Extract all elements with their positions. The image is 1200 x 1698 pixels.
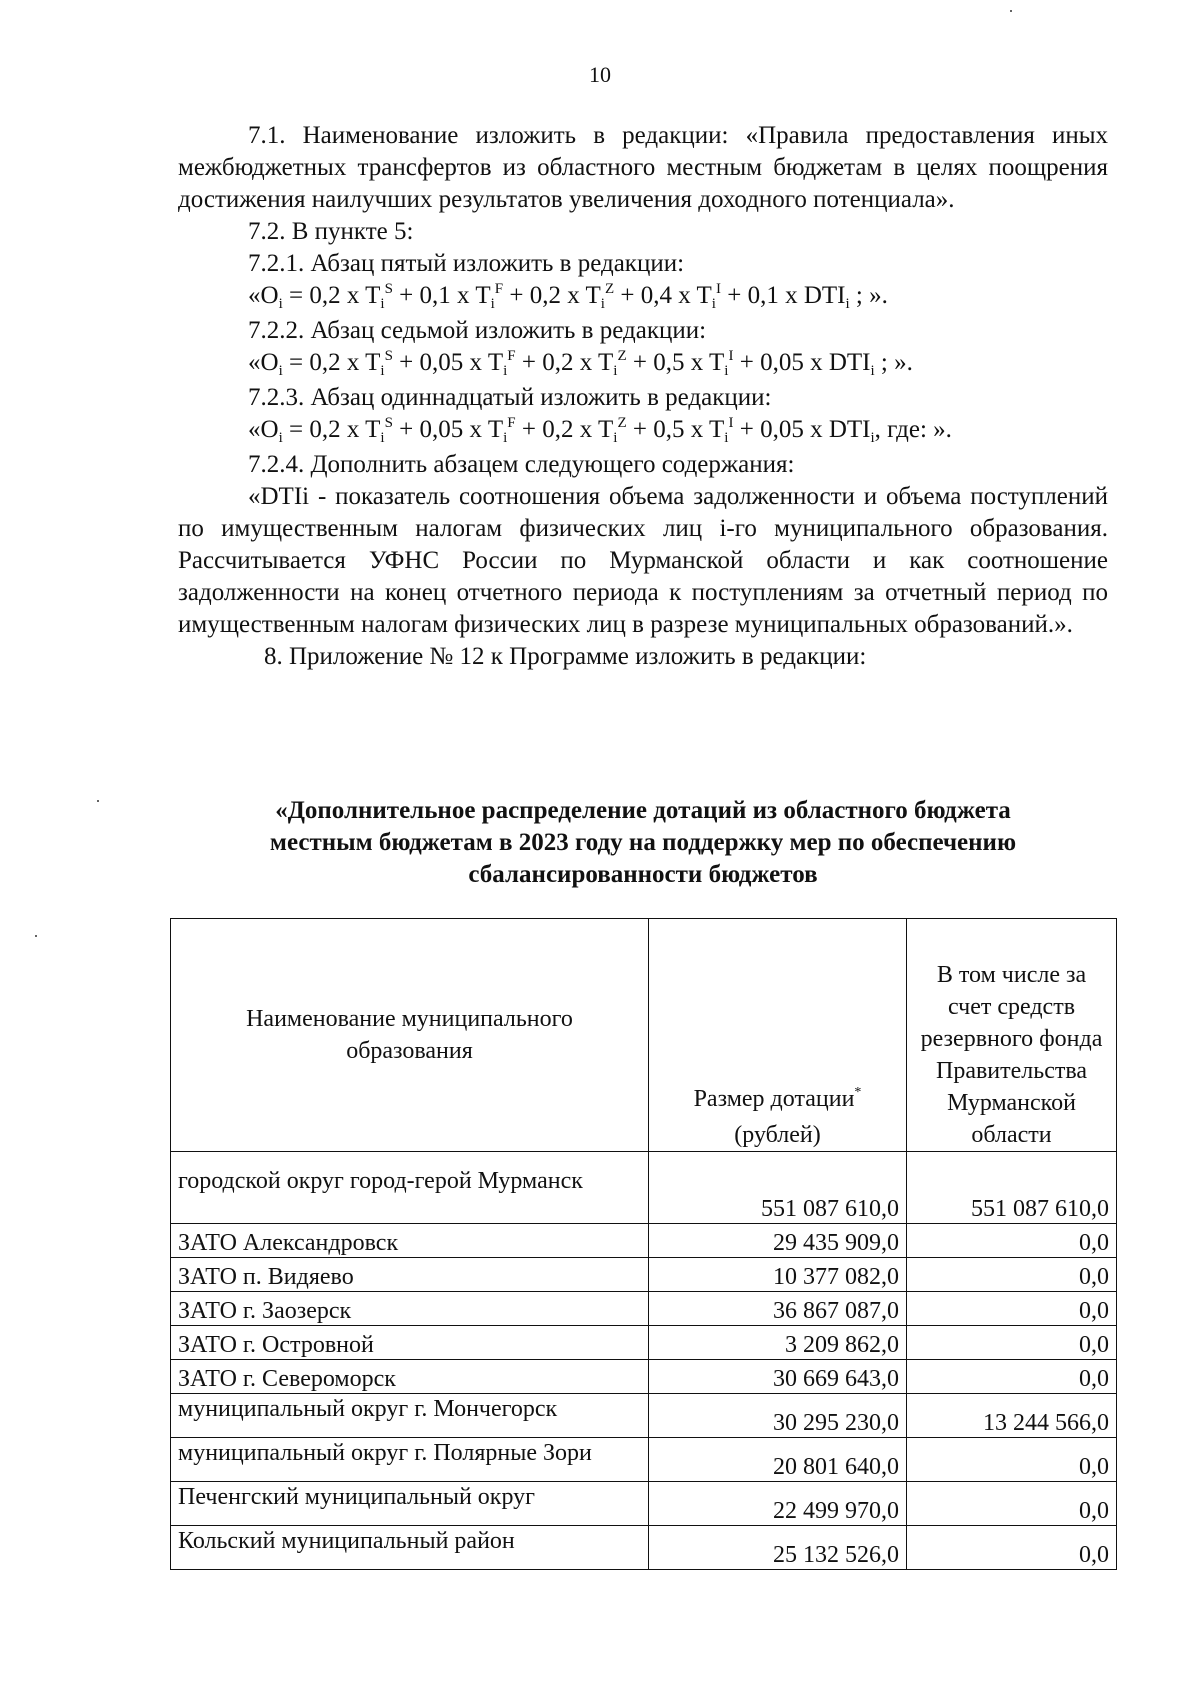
table-row: ЗАТО Александровск 29 435 909,0 0,0 [171,1224,1117,1258]
formula-3: «$O_i = 0,2$ x $T_i^S + 0,05$ x $T_i^F + 0,2$ x $T_i^Z + 0,5$ x $T_i^I + 0,05$ x $DTI_i$, где: ». [248,415,952,446]
paragraph-7-2: 7.2. В пункте 5: [248,218,414,245]
paragraph-7-2-2: 7.2.2. Абзац седьмой изложить в редакции: [248,317,707,344]
subsidy-table [170,918,1117,1570]
table-row: Печенгский муниципальный округ 22 499 970,0 0,0 [171,1482,1117,1526]
table-title [178,795,1108,891]
paragraph-7-2-3: 7.2.3. Абзац одиннадцатый изложить в редакции: [248,384,772,411]
page-number: 10 [589,62,611,87]
table-title-line-2: местным бюджетам в 2023 году на поддержку мер по обеспечению [269,829,1017,856]
table-title-line-3: сбалансированности бюджетов [468,861,818,888]
formula-2: «$O_i = 0,2$ x $T_i^S + 0,05$ x $T_i^F + 0,2$ x $T_i^Z + 0,5$ x $T_i^I + 0,05$ x $DTI_i$ ; ». [248,348,913,379]
paragraph-7-2-4: 7.2.4. Дополнить абзацем следующего содержания: [248,451,795,478]
scan-speck [1010,10,1012,12]
document-body [178,120,1108,673]
table-row: ЗАТО г. Островной 3 209 862,0 0,0 [171,1326,1117,1360]
table-row: ЗАТО п. Видяево 10 377 082,0 0,0 [171,1258,1117,1292]
table-title-line-1: «Дополнительное распределение дотаций из областного бюджета [275,797,1011,824]
paragraph-8: 8. Приложение № 12 к Программе изложить в редакции: [264,643,867,670]
table-row: муниципальный округ г. Полярные Зори 20 801 640,0 0,0 [171,1438,1117,1482]
table-header-row [171,919,1117,1152]
table-row: ЗАТО г. Североморск 30 669 643,0 0,0 [171,1360,1117,1394]
formula-1: «$O_i = 0,2$ x $T_i^S + 0,1$ x $T_i^F + 0,2$ x $T_i^Z + 0,4$ x $T_i^I + 0,1$ x $DTI_i$ ; ». [248,281,888,312]
header-amount: Размер дотации* (рублей) [649,919,907,1152]
header-reserve-fund: В том числе за счет средств резервного фонда Правительства Мурманской области [907,919,1117,1152]
paragraph-dti-definition: «DTIi - показатель соотношения объема задолженности и объема поступлений по имущественным налогам физических лиц i-го муниципального образования. Рассчитывается УФНС России по Мурманской области и как соотношение задолженности на конец отчетного периода к поступлениям за отчетный период по имущественным налогам физических лиц в разрезе муниципальных образований.». [178,483,1108,638]
table-row: муниципальный округ г. Мончегорск 30 295 230,0 13 244 566,0 [171,1394,1117,1438]
table-row: ЗАТО г. Заозерск 36 867 087,0 0,0 [171,1292,1117,1326]
scan-speck [97,800,99,802]
paragraph-7-2-1: 7.2.1. Абзац пятый изложить в редакции: [248,250,685,277]
paragraph-7-1: 7.1. Наименование изложить в редакции: «Правила предоставления иных межбюджетных трансфертов из областного местным бюджетам в целях поощрения достижения наилучших результатов увеличения доходного потенциала». [178,122,1108,213]
scan-speck [35,935,37,937]
table-row: городской округ город-герой Мурманск 551 087 610,0 551 087 610,0 [171,1152,1117,1224]
table-row: Кольский муниципальный район 25 132 526,0 0,0 [171,1526,1117,1570]
header-municipality: Наименование муниципального образования [171,919,649,1152]
